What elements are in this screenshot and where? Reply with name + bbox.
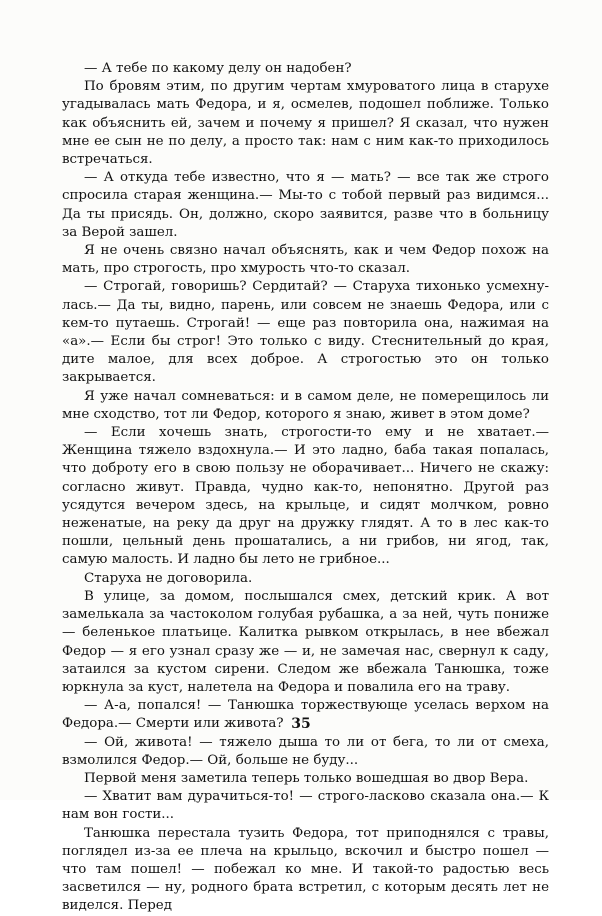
paragraph: Старуха не договорила.: [84, 570, 253, 586]
paragraph: Я не очень связно начал объяснять, как и чем Федор похож на мать, про строгость, про хмурость что-то сказал.: [62, 243, 549, 277]
paragraph: — Ой, живота! — тяжело дыша то ли от бега, то ли от смеха, взмолился Федор.— Ой, больше не буду...: [62, 734, 549, 768]
body-text: [62, 60, 549, 916]
paragraph: — Хватит вам дурачиться-то! — строго-ласково сказала она.— К нам вон гости...: [62, 789, 549, 823]
page-number: 35: [291, 716, 311, 732]
paragraph: — А тебе по какому делу он надобен?: [84, 61, 352, 76]
paragraph: Первой меня заметила теперь только вошедшая во двор Вера.: [84, 770, 529, 786]
paragraph: По бровям этим, по другим чертам хмуроватого лица в старухе угадывалась мать Федора, и я, осмелев, подошел поближе. Только как объяснить ей, зачем и почему я пришел? Я сказал, что нужен мне ее сын не по делу, а просто так: нам с ним как-то приходилось встречаться.: [62, 79, 549, 168]
paragraph: — А-а, попался! — Танюшка торжествующе уселась верхом на Федора.— Смерти или живота?: [62, 698, 549, 732]
paragraph: Я уже начал сомневаться: и в самом деле, не померещилось ли мне сходство, тот ли Федор, которого я знаю, живет в этом доме?: [62, 388, 549, 422]
paragraph: — А откуда тебе известно, что я — мать? — все так же строго спросила старая женщина.— Мы-то с тобой первый раз видимся... Да ты присядь. Он, должно, скоро заявится, разве что в больницу за Верой зашел.: [62, 170, 549, 240]
paragraph: — Если хочешь знать, строгости-то ему и не хватает.— Женщина тяжело вздохнула.— И это ладно, баба такая попалась, что доброту его в свою пользу не оборачивает... Ничего не скажу: согласно живут. Правда, чудно как-то, непонятно. Другой раз усядутся вечером здесь, на крыльце, и сидят молчком, ровно неженатые, на реку да друг на дружку глядят. А то в лес как-то пошли, цельный день прошатались, а ни грибов, ни ягод, так, самую малость. И ладно бы лето не грибное...: [62, 425, 549, 568]
paragraph: — Строгай, говоришь? Сердитай? — Старуха тихонько усмехнулась.— Да ты, видно, парень, или совсем не знаешь Федора, или с кем-то путаешь. Строгай! — еще раз повторила она, нажимая на «а».— Если бы строг! Это только с виду. Стеснительный до края, дите малое, для всех доброе. А строгостью это он только закрывается.: [62, 279, 549, 386]
paragraph: В улице, за домом, послышался смех, детский крик. А вот замелькала за частоколом голубая рубашка, а за ней, чуть пониже — беленькое платьице. Калитка рывком открылась, в нее вбежал Федор — я его узнал сразу же — и, не замечая нас, свернул к саду, затаился за кустом сирени. Следом же вбежала Танюшка, тоже юркнула за куст, налетела на Федора и повалила его на траву.: [62, 588, 549, 695]
paragraph: Танюшка перестала тузить Федора, тот приподнялся с травы, поглядел из-за ее плеча на крыльцо, вскочил и быстро пошел — что там пошел! — побежал ко мне. И такой-то радостью весь засветился — ну, родного брата встретил, с которым десять лет не виделся. Перед: [62, 825, 549, 914]
